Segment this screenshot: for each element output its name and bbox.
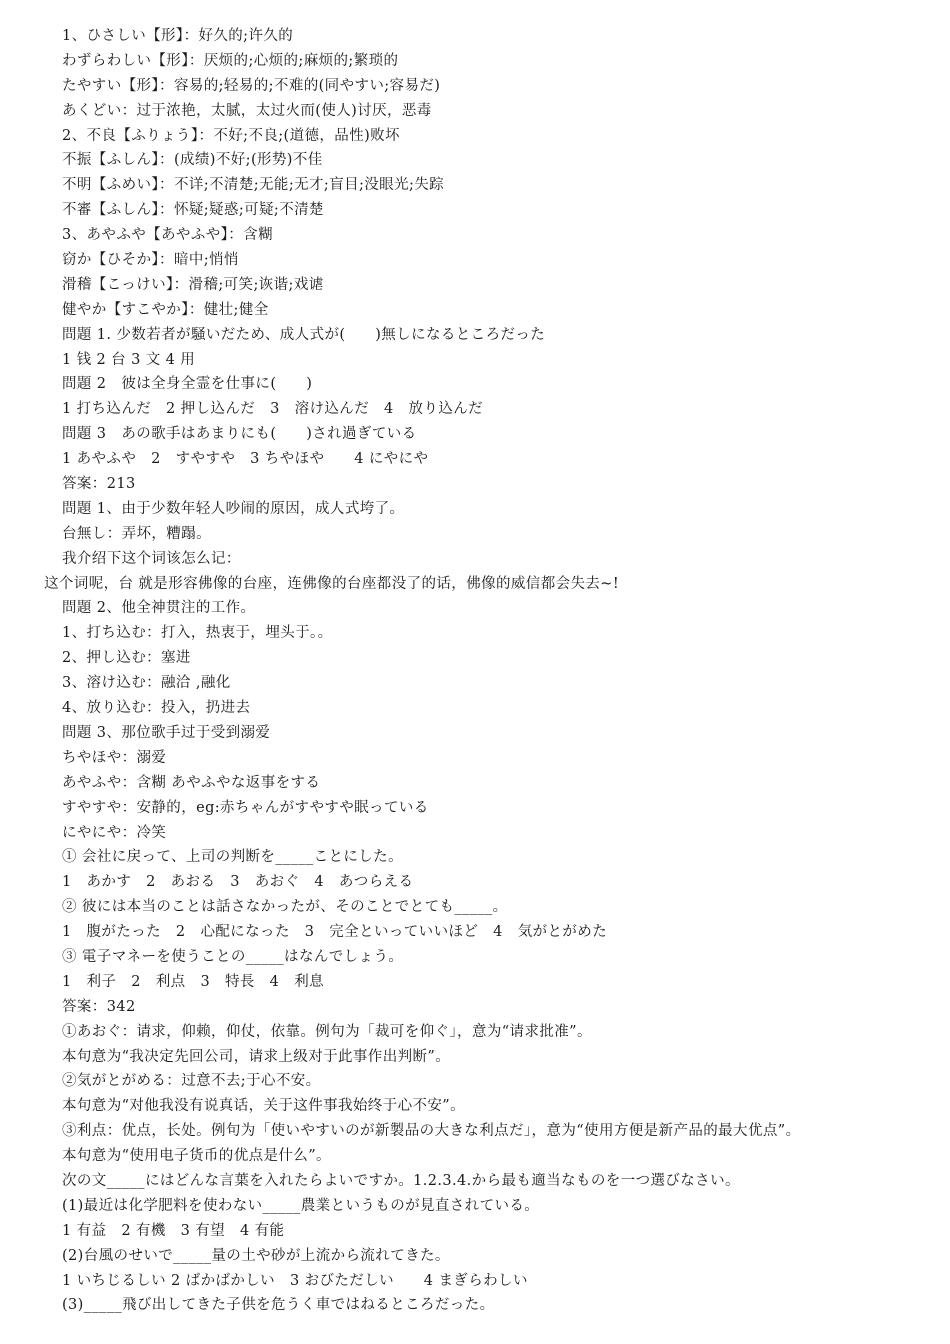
text-line: 1、打ち込む：打入，热衷于，埋头于。。 <box>62 625 333 642</box>
text-line: たやすい【形】：容易的;轻易的;不难的(同やすい;容易だ) <box>62 77 441 94</box>
text-line: すやすや：安静的，eg:赤ちゃんがすやすや眠っている <box>62 799 429 816</box>
options-line: 1 打ち込んだ 2 押し込んだ 3 溶け込んだ 4 放り込んだ <box>62 401 484 418</box>
text-line: 滑稽【こっけい】：滑稽;可笑;诙谐;戏谑 <box>62 276 324 293</box>
text-line: わずらわしい【形】：厌烦的;心烦的;麻烦的;繁琐的 <box>62 52 399 69</box>
text-line: ②気がとがめる：过意不去;于心不安。 <box>62 1073 321 1090</box>
options-line: 1 あやふや 2 すやすや 3 ちやほや 4 にやにや <box>62 451 429 468</box>
question-line: ① 会社に戻って、上司の判断を_____ことにした。 <box>62 849 403 866</box>
question-line: 問題 3 あの歌手はあまりにも( )され過ぎている <box>62 426 417 443</box>
text-line: 我介绍下这个词该怎么记： <box>62 550 241 567</box>
text-line: 問題 2、他全神贯注的工作。 <box>62 600 256 617</box>
text-line: 本句意为“使用电子货币的优点是什么”。 <box>62 1148 331 1165</box>
question-line: ② 彼には本当のことは話さなかったが、そのことでとても_____。 <box>62 899 508 916</box>
text-line: にやにや：冷笑 <box>62 824 167 841</box>
text-line: 3、溶け込む：融洽 ,融化 <box>62 675 231 692</box>
text-line: 問題 1、由于少数年轻人吵闹的原因，成人式垮了。 <box>62 500 405 517</box>
text-line: あやふや：含糊 あやふやな返事をする <box>62 774 321 791</box>
document-body <box>0 24 950 1318</box>
text-line: あくどい：过于浓艳，太腻，太过火而(使人)讨厌，恶毒 <box>62 102 432 119</box>
question-line: 問題 1. 少数若者が騒いだため、成人式が( )無しになるところだった <box>62 326 546 343</box>
options-line: 1 钱 2 台 3 文 4 用 <box>62 351 196 368</box>
options-line: 1 あかす 2 あおる 3 あおぐ 4 あつらえる <box>62 874 414 891</box>
text-line: 台無し：弄坏，糟蹋。 <box>62 525 211 542</box>
options-line: 1 腹がたった 2 心配になった 3 完全といっていいほど 4 気がとがめた <box>62 924 608 941</box>
options-line: 1 いちじるしい 2 ばかばかしい 3 おびただしい 4 まぎらわしい <box>62 1272 528 1289</box>
question-line: 問題 2 彼は全身全霊を仕事に( ) <box>62 376 313 393</box>
text-line: ①あおぐ：请求，仰赖，仰仗，依靠。例句为「裁可を仰ぐ」，意为“请求批准”。 <box>62 1023 592 1040</box>
text-line: 本句意为“对他我没有说真话，关于这件事我始终于心不安”。 <box>62 1098 466 1115</box>
text-line: 2、押し込む：塞进 <box>62 650 191 667</box>
text-line: 2、不良【ふりょう】：不好;不良;(道德，品性)败坏 <box>62 127 400 144</box>
instruction-line: 次の文_____にはどんな言葉を入れたらよいですか。1.2.3.4.から最も適当なものを一つ選びなさい。 <box>62 1172 740 1189</box>
text-line: 4、放り込む：投入，扔进去 <box>62 700 251 717</box>
question-line: ③ 電子マネーを使うことの_____はなんでしょう。 <box>62 948 404 965</box>
question-line: (3)_____飛び出してきた子供を危うく車ではねるところだった。 <box>62 1297 495 1314</box>
text-line: 不審【ふしん】：怀疑;疑惑;可疑;不清楚 <box>62 202 324 219</box>
text-line: 本句意为“我决定先回公司，请求上级对于此事作出判断”。 <box>62 1048 451 1065</box>
question-line: (2)台風のせいで_____量の土や砂が上流から流れてきた。 <box>62 1247 450 1264</box>
text-line: 不明【ふめい】：不详;不清楚;无能;无才;盲目;没眼光;失踪 <box>62 177 445 194</box>
question-line: (1)最近は化学肥料を使わない_____農業というものが見直されている。 <box>62 1197 540 1214</box>
text-line: ちやほや：溺爱 <box>62 749 167 766</box>
text-line: 健やか【すこやか】：健壮;健全 <box>62 301 269 318</box>
answer-line: 答案：342 <box>62 998 136 1015</box>
text-line: 窃か【ひそか】：暗中;悄悄 <box>62 252 239 269</box>
text-line: 不振【ふしん】：(成绩)不好;(形势)不佳 <box>62 152 323 169</box>
text-line: 1、ひさしい【形】：好久的;许久的 <box>62 28 294 44</box>
answer-line: 答案：213 <box>62 476 136 493</box>
text-line: 3、あやふや【あやふや】：含糊 <box>62 227 273 244</box>
text-line: 問題 3、那位歌手过于受到溺爱 <box>62 724 271 741</box>
text-line: ③利点：优点，长处。例句为「使いやすいのが新製品の大きな利点だ」，意为“使用方便是新产品的最大优点”。 <box>62 1123 801 1140</box>
options-line: 1 有益 2 有機 3 有望 4 有能 <box>62 1222 285 1239</box>
options-line: 1 利子 2 利点 3 特長 4 利息 <box>62 973 324 990</box>
text-line: 这个词呢，台 就是形容佛像的台座，连佛像的台座都没了的话，佛像的威信都会失去~! <box>44 575 620 592</box>
